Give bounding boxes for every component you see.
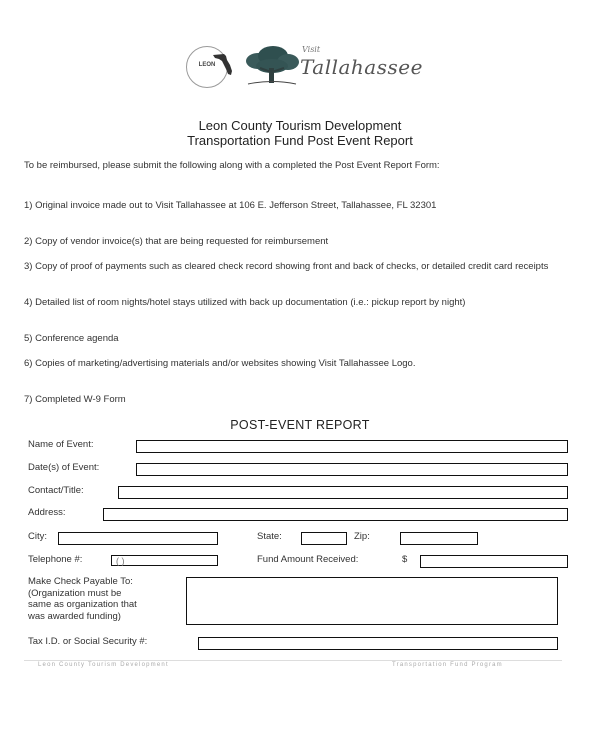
- leon-logo-text: LEON: [198, 62, 216, 68]
- document-title-line1: Leon County Tourism Development: [198, 118, 402, 133]
- header-logos: [186, 44, 423, 90]
- state-field[interactable]: [301, 532, 347, 545]
- payable-to-label-line1: Make Check Payable To:: [28, 576, 133, 587]
- fund-amount-field[interactable]: [420, 555, 568, 568]
- event-dates-label: Date(s) of Event:: [28, 462, 100, 473]
- footer-left-text: Leon County Tourism Development: [38, 662, 169, 668]
- requirement-1: 1) Original invoice made out to Visit Tallahassee at 106 E. Jefferson Street, Tallahassee, FL 32301: [24, 200, 437, 211]
- intro-text: To be reimbursed, please submit the following along with a completed the Post Event Report Form:: [24, 160, 440, 171]
- footer-divider: [24, 660, 562, 661]
- state-label: State:: [257, 531, 282, 542]
- fund-amount-dollar-sign: $: [402, 554, 408, 565]
- tax-id-field[interactable]: [198, 637, 558, 650]
- telephone-field[interactable]: ( ): [111, 555, 218, 566]
- footer-right-text: Transportation Fund Program: [392, 662, 503, 668]
- brand-visit-text: Visit: [302, 45, 321, 54]
- event-name-field[interactable]: [136, 440, 568, 453]
- city-field[interactable]: [58, 532, 218, 545]
- fund-amount-label: Fund Amount Received:: [257, 554, 359, 565]
- requirement-2: 2) Copy of vendor invoice(s) that are being requested for reimbursement: [24, 236, 329, 247]
- contact-title-field[interactable]: [118, 486, 568, 499]
- contact-title-label: Contact/Title:: [28, 485, 84, 496]
- requirement-5: 5) Conference agenda: [24, 333, 119, 344]
- payable-to-field[interactable]: [186, 577, 558, 625]
- requirement-4: 4) Detailed list of room nights/hotel stays utilized with back up documentation (i.e.: pickup report by night): [24, 297, 466, 308]
- payable-to-label-line2: (Organization must be: [28, 587, 122, 599]
- requirement-3: 3) Copy of proof of payments such as cleared check record showing front and back of checks, or detailed credit card receipts: [24, 261, 549, 272]
- requirement-6: 6) Copies of marketing/advertising materials and/or websites showing Visit Tallahassee Logo.: [24, 358, 416, 369]
- address-field[interactable]: [103, 508, 568, 521]
- requirement-7: 7) Completed W-9 Form: [24, 394, 126, 405]
- telephone-label: Telephone #:: [28, 554, 83, 565]
- oak-tree-icon: [244, 44, 300, 88]
- address-label: Address:: [28, 507, 66, 518]
- florida-map-icon: [212, 52, 234, 76]
- city-label: City:: [28, 531, 47, 542]
- zip-field[interactable]: [400, 532, 478, 545]
- brand-name-text: Tallahassee: [300, 55, 423, 79]
- document-title-line2: Transportation Fund Post Event Report: [187, 133, 413, 148]
- payable-to-label-line4: was awarded funding): [28, 610, 121, 622]
- payable-to-label: [28, 576, 137, 622]
- tax-id-label: Tax I.D. or Social Security #:: [28, 636, 148, 647]
- zip-label: Zip:: [354, 531, 370, 542]
- event-name-label: Name of Event:: [28, 439, 94, 450]
- payable-to-label-line3: same as organization that: [28, 599, 137, 610]
- form-title: POST-EVENT REPORT: [230, 418, 370, 432]
- event-dates-field[interactable]: [136, 463, 568, 476]
